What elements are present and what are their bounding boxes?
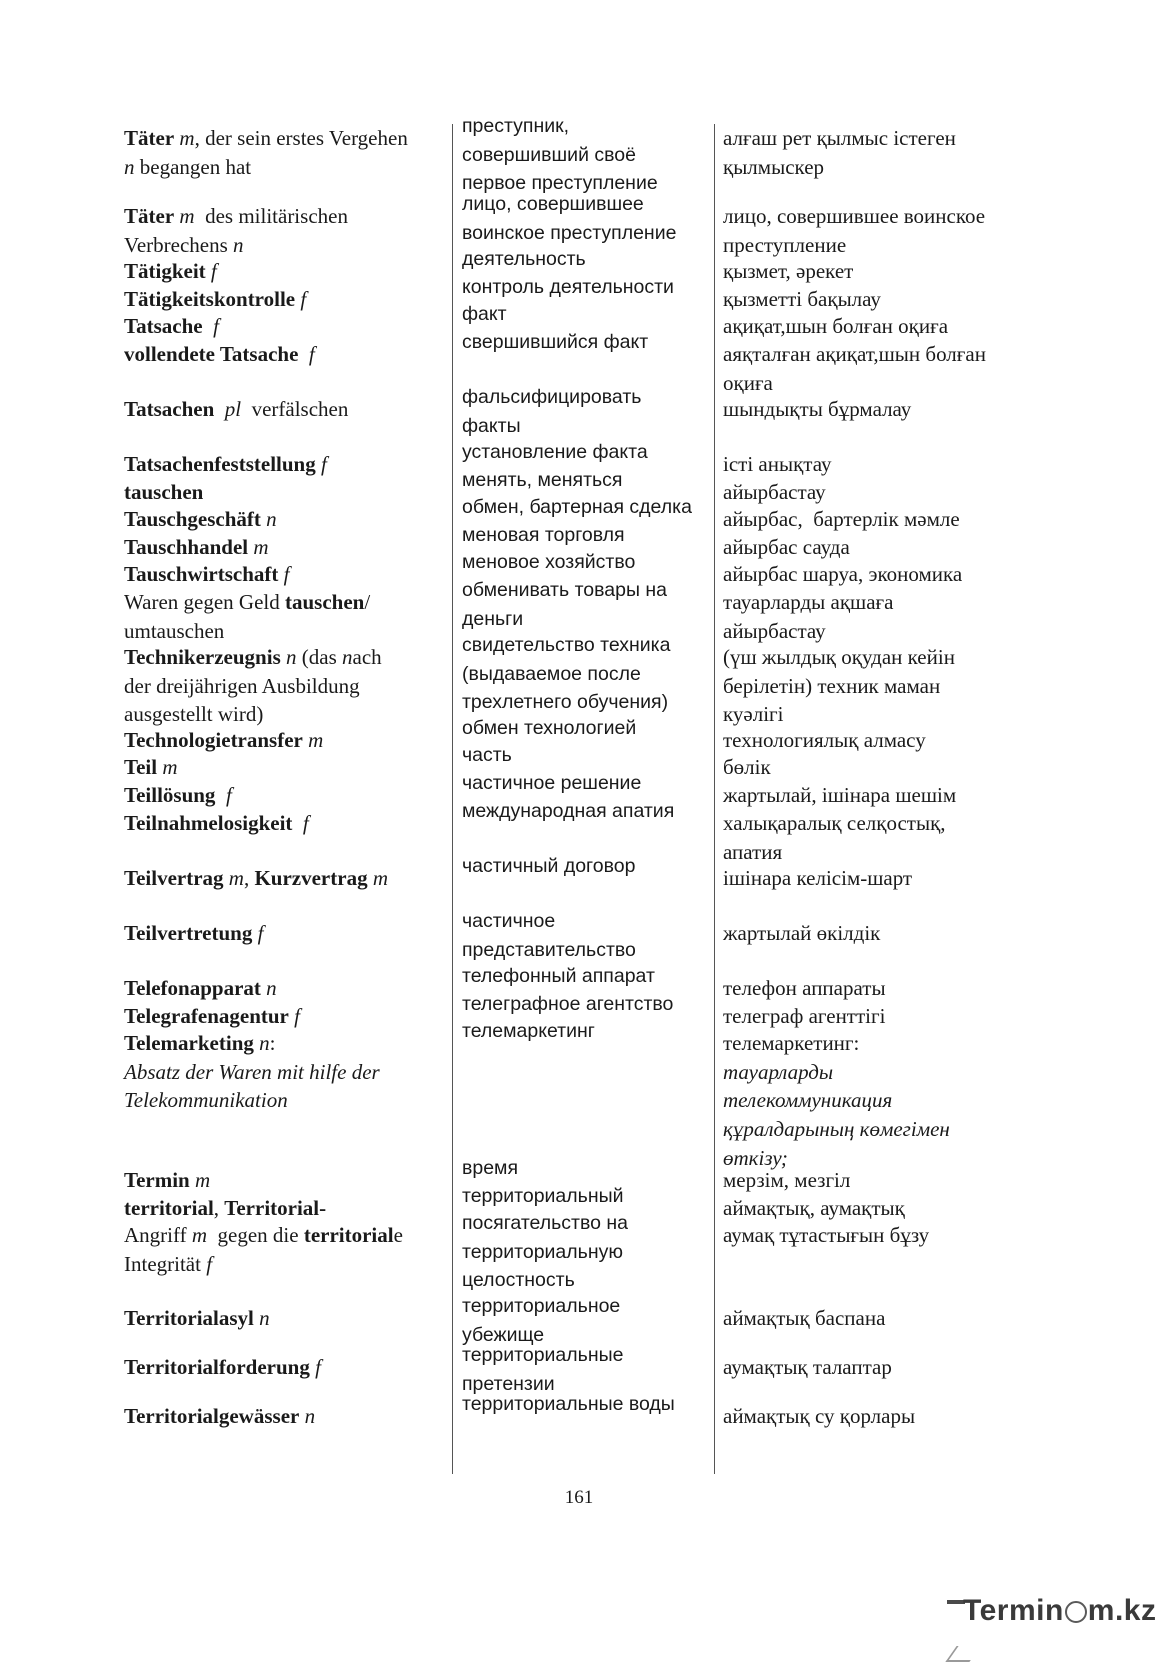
russian-line: деятельность: [462, 248, 586, 270]
kazakh-translation: [723, 340, 986, 397]
kazakh-translation: [723, 864, 912, 893]
kazakh-translation: [723, 1221, 929, 1250]
german-line: Täter m des militärischen: [124, 204, 348, 228]
kazakh-translation: [723, 1002, 885, 1031]
german-line: Telefonapparat n: [124, 976, 277, 1000]
kazakh-line: айырбастау: [723, 480, 826, 504]
kazakh-line: жартылай өкілдік: [723, 921, 881, 945]
russian-translation: [462, 852, 635, 881]
kazakh-translation: [723, 781, 956, 810]
russian-translation: [462, 521, 625, 550]
kazakh-line: аумақ тұтастығын бұзу: [723, 1223, 930, 1247]
kazakh-translation: [723, 643, 955, 729]
kazakh-line: өткізу;: [723, 1145, 788, 1170]
russian-translation: [462, 383, 641, 440]
russian-line: первое преступление: [462, 172, 658, 195]
kazakh-translation: [723, 1029, 950, 1173]
russian-translation: [462, 1390, 675, 1419]
german-line: territorial, Territorial-: [124, 1196, 327, 1220]
russian-translation: [462, 741, 512, 770]
russian-translation: [462, 907, 636, 964]
russian-line: менять, меняться: [462, 469, 623, 491]
german-line: Absatz der Waren mit hilfe der: [124, 1059, 380, 1084]
german-line: Tauschhandel m: [124, 535, 269, 559]
russian-translation: [462, 245, 586, 274]
russian-line: контроль деятельности: [462, 276, 674, 298]
russian-line: (выдаваемое после: [462, 662, 641, 685]
german-line: tauschen: [124, 480, 204, 504]
kazakh-line: қызметті бақылау: [723, 287, 881, 311]
russian-line: территориальную: [462, 1240, 623, 1263]
german-term: [124, 809, 309, 838]
russian-line: факт: [462, 303, 507, 325]
russian-line: частичный договор: [462, 855, 636, 877]
kazakh-translation: [723, 753, 771, 782]
kazakh-line: құралдарының көмегімен: [723, 1117, 950, 1142]
german-term: [124, 312, 219, 341]
russian-translation: [462, 769, 641, 798]
german-line: Technologietransfer m: [124, 728, 324, 752]
kazakh-line: технологиялық алмасу: [723, 728, 926, 752]
kazakh-line: телемаркетинг:: [723, 1031, 860, 1055]
german-term: [124, 202, 348, 259]
kazakh-translation: [723, 809, 946, 866]
german-line: Täter m, der sein erstes Vergehen: [124, 126, 408, 150]
kazakh-line: телекоммуникация: [723, 1088, 893, 1113]
german-term: [124, 1029, 380, 1115]
kazakh-line: апатия: [723, 839, 783, 864]
russian-translation: [462, 714, 636, 743]
kazakh-line: лицо, совершившее воинское: [723, 204, 986, 228]
russian-line: фальсифицировать: [462, 386, 642, 408]
kazakh-translation: [723, 312, 948, 341]
german-line: Telemarketing n:: [124, 1031, 276, 1055]
kazakh-line: аймақтық баспана: [723, 1306, 886, 1330]
kazakh-line: телефон аппараты: [723, 976, 886, 1000]
kazakh-translation: [723, 1166, 850, 1195]
german-line: Teilnahmelosigkeit f: [124, 811, 309, 835]
german-line: vollendete Tatsache f: [124, 342, 315, 366]
kazakh-line: алғаш рет қылмыс істеген: [723, 126, 956, 150]
german-line: Technikerzeugnis n (das nach: [124, 645, 382, 669]
german-term: [124, 1166, 210, 1195]
german-line: ausgestellt wird): [124, 702, 264, 727]
german-term: [124, 478, 203, 507]
german-line: Tätigkeitskontrolle f: [124, 287, 307, 311]
german-term: [124, 643, 382, 729]
russian-line: телемаркетинг: [462, 1020, 595, 1042]
russian-line: свидетельство техника: [462, 634, 671, 656]
kazakh-translation: [723, 202, 985, 259]
russian-translation: [462, 273, 674, 302]
russian-translation: [462, 190, 676, 247]
russian-line: территориальные воды: [462, 1393, 675, 1415]
kazakh-line: преступление: [723, 232, 847, 257]
german-line: Teil m: [124, 755, 178, 779]
kazakh-translation: [723, 285, 881, 314]
russian-line: убежище: [462, 1323, 545, 1346]
russian-line: меновая торговля: [462, 524, 625, 546]
german-term: [124, 1002, 300, 1031]
kazakh-translation: [723, 1194, 905, 1223]
kazakh-translation: [723, 1304, 885, 1333]
russian-translation: [462, 548, 635, 577]
column-divider: [452, 124, 453, 1474]
german-line: Teilvertrag m, Kurzvertrag m: [124, 866, 388, 890]
kazakh-line: айырбас сауда: [723, 535, 850, 559]
russian-line: целостность: [462, 1269, 575, 1292]
german-line: Telekommunikation: [124, 1088, 288, 1113]
german-line: Angriff m gegen die territoriale: [124, 1223, 403, 1247]
german-term: [124, 919, 263, 948]
russian-line: лицо, совершившее: [462, 193, 644, 215]
kazakh-line: халықаралық селқостық,: [723, 811, 946, 835]
termincom-logo: Termin m.kz: [947, 1594, 1158, 1630]
russian-translation: [462, 962, 655, 991]
russian-translation: [462, 1209, 628, 1295]
kazakh-line: істі анықтау: [723, 452, 832, 476]
german-term: [124, 257, 217, 286]
german-term: [124, 533, 269, 562]
german-term: [124, 505, 277, 534]
kazakh-line: бөлік: [723, 755, 771, 779]
russian-translation: [462, 466, 623, 495]
german-line: Territorialasyl n: [124, 1306, 270, 1330]
german-line: Tätigkeit f: [124, 259, 217, 283]
kazakh-line: аймақтық, аумақтық: [723, 1196, 905, 1220]
kazakh-translation: [723, 533, 850, 562]
kazakh-line: ішінара келісім-шарт: [723, 866, 913, 890]
kazakh-line: тауарларды ақшаға: [723, 590, 894, 614]
kazakh-line: аумақтық талаптар: [723, 1355, 892, 1379]
kazakh-line: оқиға: [723, 370, 773, 395]
german-line: Tatsachenfeststellung f: [124, 452, 327, 476]
russian-line: трехлетнего обучения): [462, 691, 669, 714]
german-term: [124, 781, 232, 810]
german-line: Tatsachen pl verfälschen: [124, 397, 349, 421]
kazakh-translation: [723, 919, 880, 948]
kazakh-translation: [723, 1402, 915, 1431]
kazakh-line: берілетін) техник маман: [723, 673, 941, 698]
russian-line: деньги: [462, 607, 524, 630]
russian-line: преступник,: [462, 115, 570, 137]
kazakh-translation: [723, 560, 962, 589]
russian-line: представительство: [462, 938, 636, 961]
german-line: Territorialgewässer n: [124, 1404, 316, 1428]
russian-line: факты: [462, 414, 521, 437]
kazakh-line: аяқталған ақиқат,шын болған: [723, 342, 986, 366]
russian-translation: [462, 1182, 624, 1211]
german-term: [124, 974, 277, 1003]
german-term: [124, 1194, 326, 1223]
russian-line: территориальное: [462, 1295, 621, 1317]
kazakh-translation: [723, 450, 831, 479]
kazakh-line: ақиқат,шын болған оқиға: [723, 314, 949, 338]
german-term: [124, 726, 323, 755]
german-line: Tatsache f: [124, 314, 219, 338]
german-term: [124, 560, 290, 589]
russian-translation: [462, 493, 692, 522]
russian-line: телефонный аппарат: [462, 965, 655, 987]
german-line: Territorialforderung f: [124, 1355, 321, 1379]
russian-translation: [462, 990, 673, 1019]
kazakh-translation: [723, 124, 956, 181]
column-divider: [714, 124, 715, 1474]
russian-line: телеграфное агентство: [462, 993, 674, 1015]
german-term: [124, 285, 306, 314]
russian-line: обмен технологией: [462, 717, 637, 739]
kazakh-line: тауарларды: [723, 1059, 834, 1084]
german-line: Telegrafenagentur f: [124, 1004, 300, 1028]
german-term: [124, 450, 327, 479]
kazakh-line: айырбас шаруа, экономика: [723, 562, 963, 586]
russian-translation: [462, 631, 670, 717]
russian-translation: [462, 1154, 518, 1183]
russian-line: совершивший своё: [462, 143, 636, 166]
kazakh-line: куәлігі: [723, 702, 784, 727]
kazakh-line: қылмыскер: [723, 154, 825, 179]
russian-line: воинское преступление: [462, 221, 677, 244]
german-term: [124, 588, 370, 645]
kazakh-line: телеграф агенттігі: [723, 1004, 886, 1028]
kazakh-line: (үш жылдық оқудан кейін: [723, 645, 955, 669]
german-term: [124, 395, 348, 424]
russian-line: свершившийся факт: [462, 331, 649, 353]
russian-translation: [462, 300, 507, 329]
german-term: [124, 1402, 315, 1431]
german-term: [124, 753, 178, 782]
logo-swoosh-icon: [945, 1646, 980, 1662]
german-term: [124, 124, 408, 181]
russian-line: территориальный: [462, 1185, 624, 1207]
russian-translation: [462, 438, 648, 467]
russian-line: претензии: [462, 1372, 555, 1395]
russian-line: меновое хозяйство: [462, 551, 636, 573]
german-line: n begangen hat: [124, 154, 252, 179]
russian-line: территориальные: [462, 1344, 624, 1366]
russian-line: посягательство на: [462, 1212, 628, 1234]
russian-line: обменивать товары на: [462, 579, 667, 601]
kazakh-line: қызмет, әрекет: [723, 259, 854, 283]
russian-line: частичное: [462, 910, 556, 932]
german-term: [124, 864, 388, 893]
kazakh-line: шындықты бұрмалау: [723, 397, 912, 421]
russian-line: время: [462, 1157, 519, 1179]
russian-line: международная апатия: [462, 800, 675, 822]
russian-translation: [462, 328, 648, 357]
russian-line: установление факта: [462, 441, 648, 463]
russian-line: частичное решение: [462, 772, 642, 794]
kazakh-translation: [723, 974, 886, 1003]
kazakh-translation: [723, 395, 911, 424]
kazakh-translation: [723, 478, 826, 507]
german-line: Verbrechens n: [124, 232, 244, 257]
kazakh-translation: [723, 1353, 892, 1382]
german-term: [124, 1353, 321, 1382]
kazakh-translation: [723, 726, 926, 755]
german-line: Waren gegen Geld tauschen/: [124, 590, 371, 614]
german-line: Termin m: [124, 1168, 211, 1192]
page-number: 161: [564, 1487, 594, 1508]
german-line: Teillösung f: [124, 783, 232, 807]
german-term: [124, 340, 315, 369]
kazakh-translation: [723, 257, 853, 286]
kazakh-line: мерзім, мезгіл: [723, 1168, 851, 1192]
russian-translation: [462, 1017, 595, 1046]
german-term: [124, 1304, 270, 1333]
german-line: Integrität f: [124, 1251, 213, 1276]
german-line: umtauschen: [124, 618, 225, 643]
german-line: Tauschgeschäft n: [124, 507, 277, 531]
kazakh-line: айырбастау: [723, 618, 826, 643]
kazakh-translation: [723, 588, 893, 645]
russian-line: обмен, бартерная сделка: [462, 496, 692, 518]
kazakh-translation: [723, 505, 960, 534]
logo-o-ring: [1065, 1601, 1087, 1623]
russian-translation: [462, 797, 674, 826]
russian-translation: [462, 576, 667, 633]
kazakh-line: жартылай, ішінара шешім: [723, 783, 957, 807]
german-line: Tauschwirtschaft f: [124, 562, 290, 586]
kazakh-line: айырбас, бартерлік мәмле: [723, 507, 960, 531]
german-term: [124, 1221, 403, 1278]
german-line: der dreijährigen Ausbildung: [124, 673, 360, 698]
kazakh-line: аймақтық су қорлары: [723, 1404, 916, 1428]
german-line: Teilvertretung f: [124, 921, 264, 945]
russian-translation: [462, 112, 658, 198]
russian-line: часть: [462, 744, 512, 766]
